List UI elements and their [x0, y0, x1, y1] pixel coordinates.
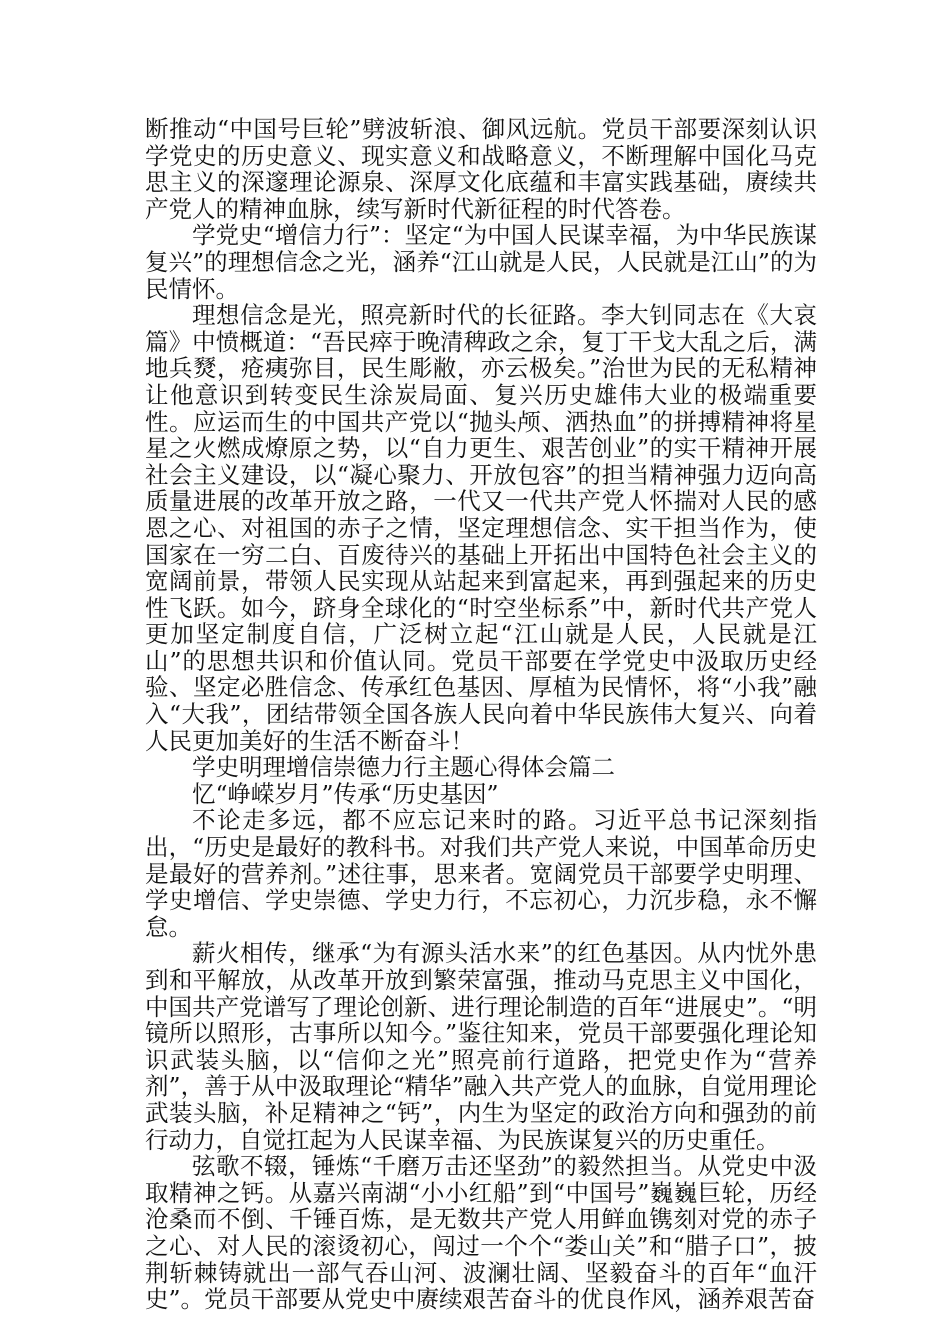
section-subtitle: 忆“峥嵘岁月”传承“历史基因” — [192, 779, 499, 808]
paragraph-6: 弦歌不辍，锤炼“千磨万击还坚劲”的毅然担当。从党史中汲取精神之钙。从嘉兴南湖“小小红船”到“中国号”巍巍巨轮，历经沧桑而不倒、千锤百炼，是无数共产党人用鲜血镌刻对党的赤子之心、对人民的滚烫初心，闯过一个个“娄山关”和“腊子口”，披荆斩棘铸就出一部气吞山河、波澜壮阔、坚毅奋斗的百年“血汗史”。党员干部要从党史中赓续艰苦奋斗的优良作风，涵养艰苦奋 — [145, 1152, 817, 1314]
paragraph-2: 学党史“增信力行”：坚定“为中国人民谋幸福，为中华民族谋复兴”的理想信念之光，涵养“江山就是人民，人民就是江山”的为民情怀。 — [145, 221, 817, 303]
paragraph-1: 断推动“中国号巨轮”劈波斩浪、御风远航。党员干部要深刻认识学党史的历史意义、现实意义和战略意义，不断理解中国化马克思主义的深邃理论源泉、深厚文化底蕴和丰富实践基础，赓续共产党人的精神血脉，续写新时代新征程的时代答卷。 — [145, 115, 817, 223]
document-page — [145, 116, 817, 1313]
paragraph-5: 薪火相传，继承“为有源头活水来”的红色基因。从内忧外患到和平解放，从改革开放到繁荣富强，推动马克思主义中国化，中国共产党谱写了理论创新、进行理论制造的百年“进展史”。“明镜所以照形，古事所以知今。”鉴往知来，党员干部要强化理论知识武装头脑，以“信仰之光”照亮前行道路，把党史作为“营养剂”，善于从中汲取理论“精华”融入共产党人的血脉，自觉用理论武装头脑，补足精神之“钙”，内生为坚定的政治方向和强劲的前行动力，自觉扛起为人民谋幸福、为民族谋复兴的历史重任。 — [145, 939, 817, 1154]
section-title: 学史明理增信崇德力行主题心得体会篇二 — [192, 753, 615, 782]
paragraph-3: 理想信念是光，照亮新时代的长征路。李大钊同志在《大哀篇》中愤概道：“吾民瘁于晚清稗政之余，复丁干戈大乱之后，满地兵燹，疮痍弥目，民生彫敝，亦云极矣。”治世为民的无私精神让他意识到转变民生涂炭局面、复兴历史雄伟大业的极端重要性。应运而生的中国共产党以“抛头颅、洒热血”的拼搏精神将星星之火燃成燎原之势，以“自力更生、艰苦创业”的实干精神开展社会主义建设，以“凝心聚力、开放包容”的担当精神强力迈向高质量进展的改革开放之路，一代又一代共产党人怀揣对人民的感恩之心、对祖国的赤子之情，坚定理想信念、实干担当作为，使国家在一穷二白、百废待兴的基础上开拓出中国特色社会主义的宽阔前景，带领人民实现从站起来到富起来，再到强起来的历史性飞跃。如今，跻身全球化的“时空坐标系”中，新时代共产党人更加坚定制度自信，广泛树立起“江山就是人民，人民就是江山”的思想共识和价值认同。党员干部要在学党史中汲取历史经验、坚定必胜信念、传承红色基因、厚植为民情怀，将“小我”融入“大我”，团结带领全国各族人民向着中华民族伟大复兴、向着人民更加美好的生活不断奋斗！ — [145, 301, 817, 755]
paragraph-4: 不论走多远，都不应忘记来时的路。习近平总书记深刻指出，“历史是最好的教科书。对我们共产党人来说，中国革命历史是最好的营养剂。”述往事，思来者。宽阔党员干部要学史明理、学史增信、学史崇德、学史力行，不忘初心，力沉步稳，永不懈怠。 — [145, 806, 817, 941]
